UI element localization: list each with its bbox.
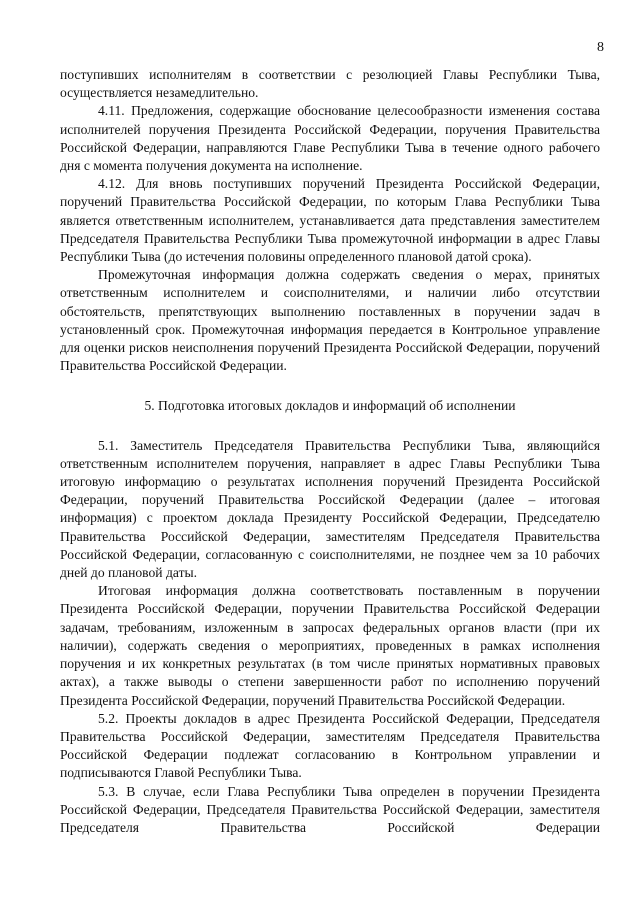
paragraph-5-3: 5.3. В случае, если Глава Республики Тыва определен в поручении Президента Российской Федерации, Председателя Правительства Российской Федерации, заместителя Председателя Правительства Российской Федерации [60, 783, 600, 835]
paragraph-final-info: Итоговая информация должна соответствовать поставленным в поручении Президента Российской Федерации, поручении Правительства Российской Федерации задачам, требованиям, изложенным в запросах федеральных органов власти (при их наличии), содержать сведения о мероприятиях, проведенных в рамках исполнения поручения и их конкретных результатах (в том числе принятых нормативных правовых актах), а также выводы о степени завершенности работ по исполнению поручений Президента Российской Федерации, поручений Правительства Российской Федерации. [60, 583, 600, 708]
paragraph-5-2: 5.2. Проекты докладов в адрес Президента Российской Федерации, Председателя Правительства Российской Федерации, заместителям Председателя Правительства Российской Федерации подлежат согласованию в Контрольном управлении и подписываются Главой Республики Тыва. [60, 710, 600, 781]
page-number: 8 [597, 40, 604, 55]
paragraph-4-11: 4.11. Предложения, содержащие обоснование целесообразности изменения состава исполнителей поручения Президента Российской Федерации, поручения Правительства Российской Федерации, направляются Главе Республики Тыва в течение одного рабочего дня с момента получения документа на исполнение. [60, 103, 600, 174]
paragraph-intermediate-info: Промежуточная информация должна содержать сведения о мерах, принятых ответственным исполнителем и соисполнителями, и наличии либо отсутствии обстоятельств, препятствующих выполнению поставленных в поручении задач в установленный срок. Промежуточная информация передается в Контрольное управление для оценки рисков неисполнения поручений Президента Российской Федерации, поручений Правительства Российской Федерации. [60, 267, 600, 374]
paragraph-5-1: 5.1. Заместитель Председателя Правительства Республики Тыва, являющийся ответственным исполнителем поручения, направляет в адрес Главы Республики Тыва итоговую информацию о результатах исполнения поручений Президента Российской Федерации, поручений Правительства Российской Федерации (далее – итоговая информация) с проектом доклада Президенту Российской Федерации, Председателю Правительства Российской Федерации, заместителям Председателя Правительства Российской Федерации, согласованную с соисполнителями, не позднее чем за 10 рабочих дней до плановой даты. [60, 437, 600, 581]
paragraph-continuation: поступивших исполнителям в соответствии с резолюцией Главы Республики Тыва, осуществляется незамедлительно. [60, 67, 600, 101]
document-body [60, 66, 600, 837]
section-title-5: 5. Подготовка итоговых докладов и информаций об исполнении [144, 398, 516, 414]
paragraph-4-12: 4.12. Для вновь поступивших поручений Президента Российской Федерации, поручений Правительства Российской Федерации, по которым Глава Республики Тыва является ответственным исполнителем, устанавливается дата представления заместителем Председателя Правительства Республики Тыва промежуточной информации в адрес Главы Республики Тыва (до истечения половины определенного плановой датой срока). [60, 176, 600, 265]
